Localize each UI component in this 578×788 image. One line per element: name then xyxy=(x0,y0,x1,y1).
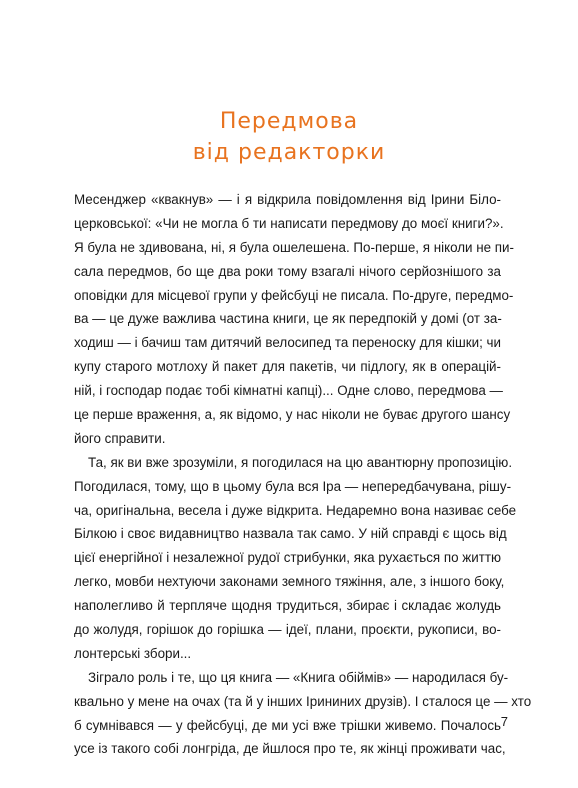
text-line: ходиш — і бачиш там дитячий велосипед та переноску для кішки; чи xyxy=(74,335,501,351)
text-line: Месенджер «квакнув» — і я відкрила повідомлення від Ірини Біло- xyxy=(74,192,501,207)
text-line: Зіграло роль і те, що ця книга — «Книга обіймів» — народилася бу- xyxy=(88,669,509,685)
text-line: усе із такого собі лонгріда, де йшлося про те, як жінці проживати час, xyxy=(74,741,506,757)
page-number: 7 xyxy=(500,714,508,729)
text-line: ній, і господар подає тобі кімнатні капці)... Одне слово, передмова — xyxy=(74,383,503,399)
chapter-title-line-1: Передмова xyxy=(219,109,359,134)
chapter-title-line-2: від редакторки xyxy=(192,140,386,165)
text-line: купу старого мотлоху й пакет для пакетів, чи підлогу, як в операцій- xyxy=(74,359,501,375)
text-line: до жолудя, горішок до горішка — ідеї, плани, проєкти, рукописи, во- xyxy=(74,622,501,638)
text-line: легко, мовби нехтуючи законами земного тяжіння, але, з іншого боку, xyxy=(74,574,505,590)
text-line: це перше враження, а, як відомо, у нас ніколи не буває другого шансу xyxy=(74,407,511,423)
text-line: сала передмов, бо ще два роки тому взагалі нічого серйознішого за xyxy=(74,263,501,279)
text-line: Білкою і своє видавництво назвала так само. У ній справді є щось від xyxy=(74,526,507,542)
text-line: б сумнівався — у фейсбуці, де ми усі вже трішки живемо. Почалось xyxy=(74,717,501,733)
text-line: ча, оригінальна, весела і дуже відкрита. Недаремно вона називає себе xyxy=(74,502,517,518)
text-line: цієї енергійної і незалежної рудої стрибунки, яка рухається по життю xyxy=(74,550,502,566)
text-line: ва — це дуже важлива частина книги, це як передпокій у домі (от за- xyxy=(74,311,502,327)
chapter-title xyxy=(0,106,578,168)
text-line: лонтерські збори... xyxy=(74,645,192,661)
text-line: оповідки для місцевої групи у фейсбуці не писала. По-друге, передмо- xyxy=(74,287,514,303)
body-text xyxy=(74,188,532,761)
text-line: Я була не здивована, ні, я була ошелешена. По-перше, я ніколи не пи- xyxy=(74,239,514,255)
text-line: його справити. xyxy=(74,430,166,446)
text-line: Погодилася, тому, що в цьому була вся Іра — непередбачувана, рішу- xyxy=(74,478,512,494)
text-line: Та, як ви вже зрозуміли, я погодилася на цю авантюрну пропозицію. xyxy=(88,454,513,470)
text-line: церковської: «Чи не могла б ти написати передмову до моєї книги?». xyxy=(74,215,504,231)
text-line: квально у мене на очах (та й у інших Ірининих друзів). І сталося це — хто xyxy=(74,693,532,709)
text-line: наполегливо й терпляче щодня трудиться, збирає і складає жолудь xyxy=(74,598,501,614)
